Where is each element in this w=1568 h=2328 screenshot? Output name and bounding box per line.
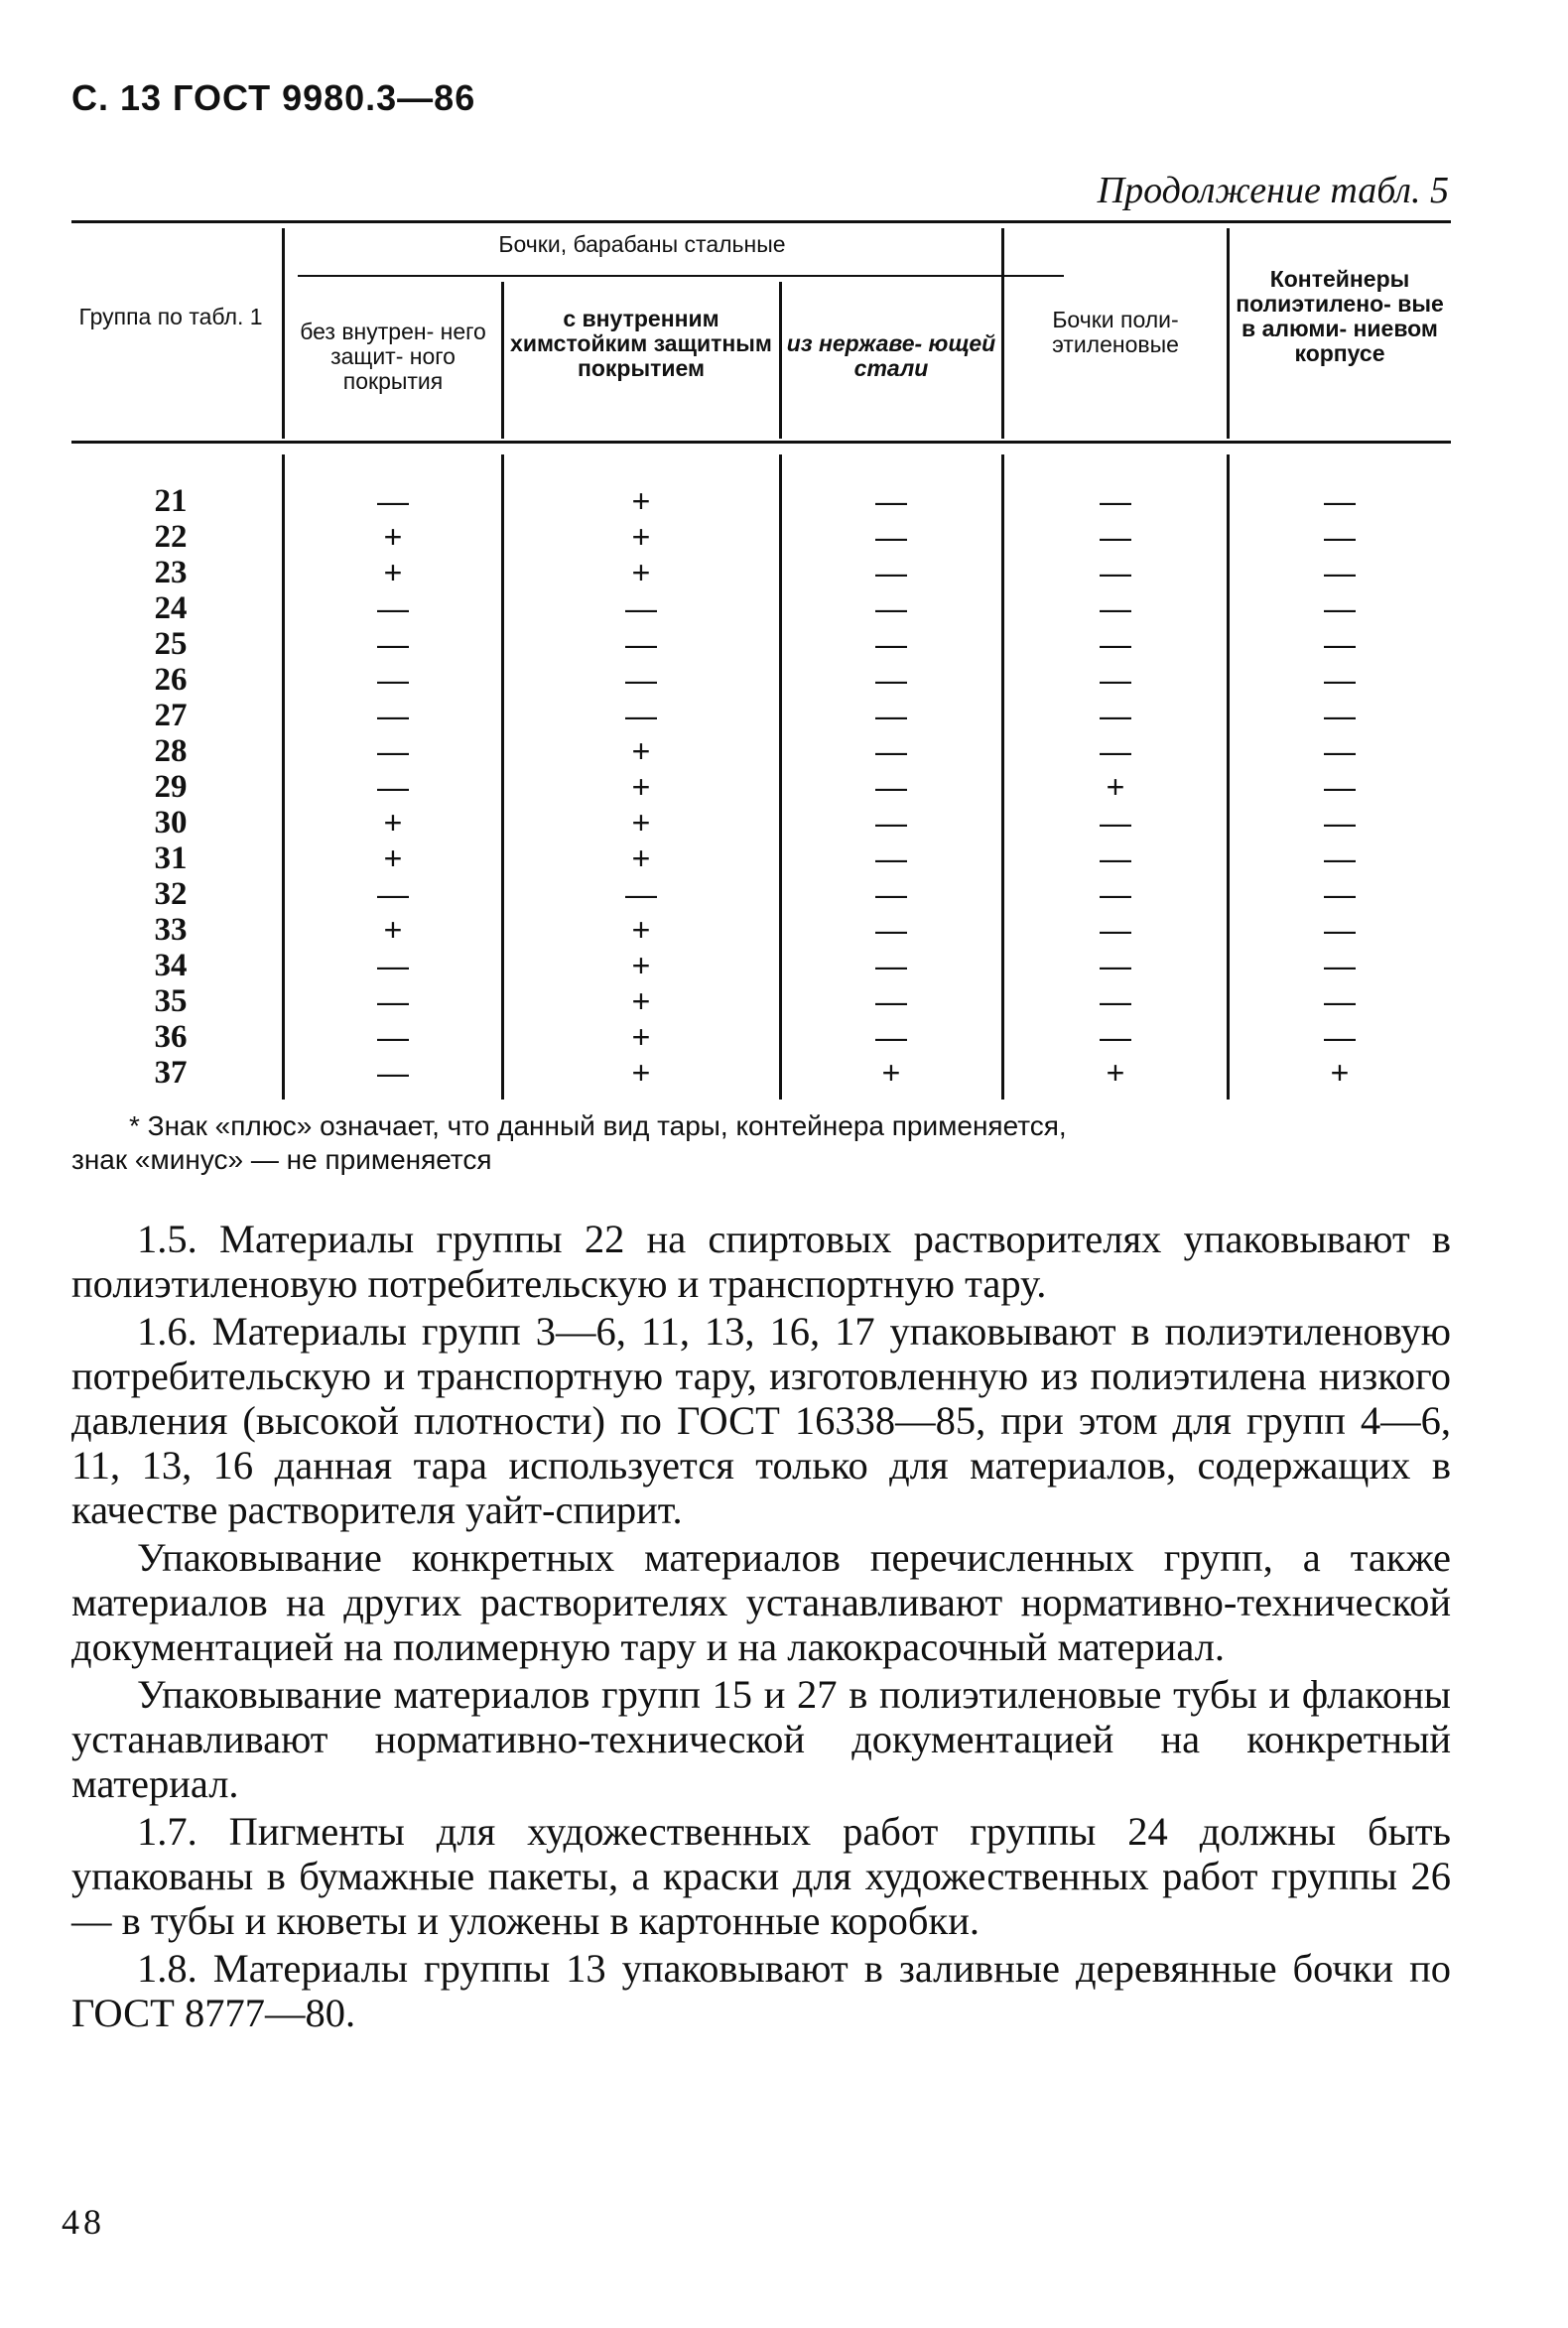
table-divider: [282, 454, 285, 1099]
paragraph: 1.5. Материалы группы 22 на спиртовых растворителях упаковывают в полиэтиленовую потребительскую и транспортную тару.: [71, 1217, 1451, 1306]
group-number: 28: [154, 733, 188, 769]
page-number: 48: [62, 2202, 105, 2242]
applicability-mark: +: [1330, 1055, 1350, 1091]
polyethylene-column: [1009, 483, 1222, 1091]
paragraph: Упаковывание материалов групп 15 и 27 в полиэтиленовые тубы и флаконы устанавливают нормативно-технической документацией на конкретный материал.: [71, 1672, 1451, 1806]
header-stainless: из нержаве- ющей стали: [786, 330, 996, 381]
applicability-mark: —: [625, 698, 657, 733]
applicability-mark: —: [1100, 912, 1131, 948]
applicability-mark: —: [1324, 519, 1356, 555]
applicability-mark: +: [881, 1055, 901, 1091]
paragraph: Упаковывание конкретных материалов перечисленных групп, а также материалов на других растворителях устанавливают нормативно-технической документацией на полимерную тару и на лакокрасочный материал.: [71, 1535, 1451, 1669]
applicability-mark: +: [383, 519, 403, 555]
applicability-mark: —: [377, 733, 409, 769]
applicability-mark: —: [1324, 626, 1356, 662]
applicability-mark: —: [875, 983, 907, 1019]
applicability-mark: —: [625, 662, 657, 698]
groups-column: [71, 483, 270, 1091]
applicability-mark: +: [383, 805, 403, 841]
applicability-mark: +: [631, 841, 651, 876]
applicability-mark: —: [1100, 662, 1131, 698]
containers-column: [1233, 483, 1447, 1091]
applicability-mark: —: [1324, 841, 1356, 876]
group-number: 26: [154, 662, 188, 698]
applicability-mark: —: [1324, 733, 1356, 769]
applicability-mark: —: [1100, 733, 1131, 769]
applicability-mark: —: [875, 805, 907, 841]
applicability-mark: —: [875, 1019, 907, 1055]
applicability-mark: —: [875, 519, 907, 555]
applicability-mark: —: [1324, 662, 1356, 698]
table-divider: [501, 454, 504, 1099]
group-number: 33: [154, 912, 188, 948]
applicability-mark: +: [631, 948, 651, 983]
applicability-mark: —: [1100, 519, 1131, 555]
paragraph: 1.6. Материалы групп 3—6, 11, 13, 16, 17 упаковывают в полиэтиленовую потребительскую и транспортную тару, изготовленную из полиэтилена низкого давления (высокой плотности) по ГОСТ 16338—85, при этом для групп 4—6, 11, 13, 16 данная тара используется только для материалов, содержащих в качестве растворителя уайт-спирит.: [71, 1309, 1451, 1532]
applicability-mark: +: [1106, 769, 1125, 805]
group-number: 27: [154, 698, 188, 733]
applicability-mark: —: [1324, 590, 1356, 626]
applicability-mark: —: [875, 948, 907, 983]
applicability-mark: —: [377, 662, 409, 698]
applicability-mark: —: [1100, 983, 1131, 1019]
group-number: 35: [154, 983, 188, 1019]
table-footnote: [71, 1109, 1451, 1177]
applicability-mark: —: [875, 769, 907, 805]
applicability-mark: +: [1106, 1055, 1125, 1091]
header-steel-drums: Бочки, барабаны стальные: [498, 231, 786, 257]
with-coating-column: [508, 483, 774, 1091]
paragraph: 1.7. Пигменты для художественных работ группы 24 должны быть упакованы в бумажные пакеты, а краски для художественных работ группы 26 — в тубы и кюветы и уложены в картонные коробки.: [71, 1809, 1451, 1943]
applicability-mark: +: [631, 769, 651, 805]
applicability-mark: —: [875, 733, 907, 769]
applicability-mark: —: [1100, 805, 1131, 841]
applicability-mark: —: [1324, 948, 1356, 983]
group-number: 31: [154, 841, 188, 876]
group-number: 30: [154, 805, 188, 841]
header-group-column: Группа по табл. 1: [78, 304, 263, 329]
applicability-mark: —: [625, 626, 657, 662]
applicability-mark: +: [383, 912, 403, 948]
applicability-mark: —: [875, 876, 907, 912]
table-divider: [1227, 228, 1230, 439]
applicability-mark: +: [631, 483, 651, 519]
applicability-mark: +: [383, 555, 403, 590]
applicability-mark: —: [377, 1055, 409, 1091]
group-number: 37: [154, 1055, 188, 1091]
applicability-mark: +: [631, 733, 651, 769]
applicability-mark: —: [377, 948, 409, 983]
table-divider: [501, 282, 504, 439]
no-coating-column: [288, 483, 498, 1091]
table-divider: [1227, 454, 1230, 1099]
body-text: [71, 1217, 1451, 2038]
applicability-mark: +: [631, 983, 651, 1019]
applicability-mark: —: [1324, 876, 1356, 912]
applicability-mark: —: [1324, 983, 1356, 1019]
applicability-mark: —: [1100, 948, 1131, 983]
applicability-mark: —: [875, 590, 907, 626]
applicability-mark: —: [875, 483, 907, 519]
header-containers: Контейнеры полиэтилено- вые в алюми- ниевом корпусе: [1236, 266, 1444, 366]
applicability-mark: —: [1100, 483, 1131, 519]
applicability-mark: —: [1100, 626, 1131, 662]
applicability-mark: —: [875, 662, 907, 698]
footnote-line: * Знак «плюс» означает, что данный вид тары, контейнера применяется,: [129, 1110, 1067, 1141]
applicability-mark: +: [631, 519, 651, 555]
footnote-line: знак «минус» — не применяется: [71, 1144, 492, 1175]
group-number: 23: [154, 555, 188, 590]
group-number: 24: [154, 590, 188, 626]
applicability-mark: —: [625, 590, 657, 626]
applicability-mark: —: [1324, 805, 1356, 841]
table-divider: [779, 454, 782, 1099]
applicability-mark: —: [377, 698, 409, 733]
applicability-mark: —: [377, 590, 409, 626]
group-number: 29: [154, 769, 188, 805]
applicability-mark: —: [1100, 698, 1131, 733]
applicability-mark: —: [1100, 590, 1131, 626]
group-header-rule: [298, 275, 1064, 277]
applicability-mark: —: [1100, 555, 1131, 590]
applicability-mark: —: [875, 912, 907, 948]
applicability-mark: —: [1100, 1019, 1131, 1055]
applicability-mark: +: [631, 912, 651, 948]
applicability-mark: —: [1100, 841, 1131, 876]
header-polyethylene-drums: Бочки поли- этиленовые: [1052, 307, 1179, 357]
applicability-mark: +: [383, 841, 403, 876]
group-number: 21: [154, 483, 188, 519]
applicability-mark: +: [631, 805, 651, 841]
applicability-mark: —: [1324, 483, 1356, 519]
applicability-mark: —: [377, 983, 409, 1019]
group-number: 34: [154, 948, 188, 983]
stainless-column: [786, 483, 996, 1091]
applicability-mark: —: [377, 626, 409, 662]
applicability-mark: —: [1100, 876, 1131, 912]
applicability-mark: —: [875, 841, 907, 876]
applicability-mark: +: [631, 1055, 651, 1091]
table-divider: [779, 282, 782, 439]
applicability-mark: —: [1324, 912, 1356, 948]
applicability-mark: —: [377, 876, 409, 912]
group-number: 36: [154, 1019, 188, 1055]
table-divider: [1001, 454, 1004, 1099]
applicability-mark: —: [625, 876, 657, 912]
applicability-mark: —: [1324, 555, 1356, 590]
group-number: 32: [154, 876, 188, 912]
header-with-coating: с внутренним химстойким защитным покрытием: [510, 306, 772, 381]
table-continuation-label: Продолжение табл. 5: [1097, 170, 1449, 211]
page-header: С. 13 ГОСТ 9980.3—86: [71, 77, 476, 118]
applicability-mark: —: [1324, 698, 1356, 733]
applicability-mark: —: [377, 1019, 409, 1055]
applicability-mark: —: [1324, 1019, 1356, 1055]
packaging-table: [71, 220, 1451, 1103]
table-divider: [1001, 228, 1004, 439]
group-number: 25: [154, 626, 188, 662]
group-number: 22: [154, 519, 188, 555]
applicability-mark: —: [377, 769, 409, 805]
applicability-mark: —: [1324, 769, 1356, 805]
paragraph: 1.8. Материалы группы 13 упаковывают в заливные деревянные бочки по ГОСТ 8777—80.: [71, 1946, 1451, 2035]
applicability-mark: +: [631, 1019, 651, 1055]
header-no-coating: без внутрен- него защит- ного покрытия: [300, 319, 486, 394]
table-top-rule: [71, 220, 1451, 223]
applicability-mark: —: [377, 483, 409, 519]
applicability-mark: —: [875, 698, 907, 733]
applicability-mark: —: [875, 555, 907, 590]
table-divider: [282, 228, 285, 439]
applicability-mark: +: [631, 555, 651, 590]
header-bottom-rule: [71, 441, 1451, 444]
applicability-mark: —: [875, 626, 907, 662]
